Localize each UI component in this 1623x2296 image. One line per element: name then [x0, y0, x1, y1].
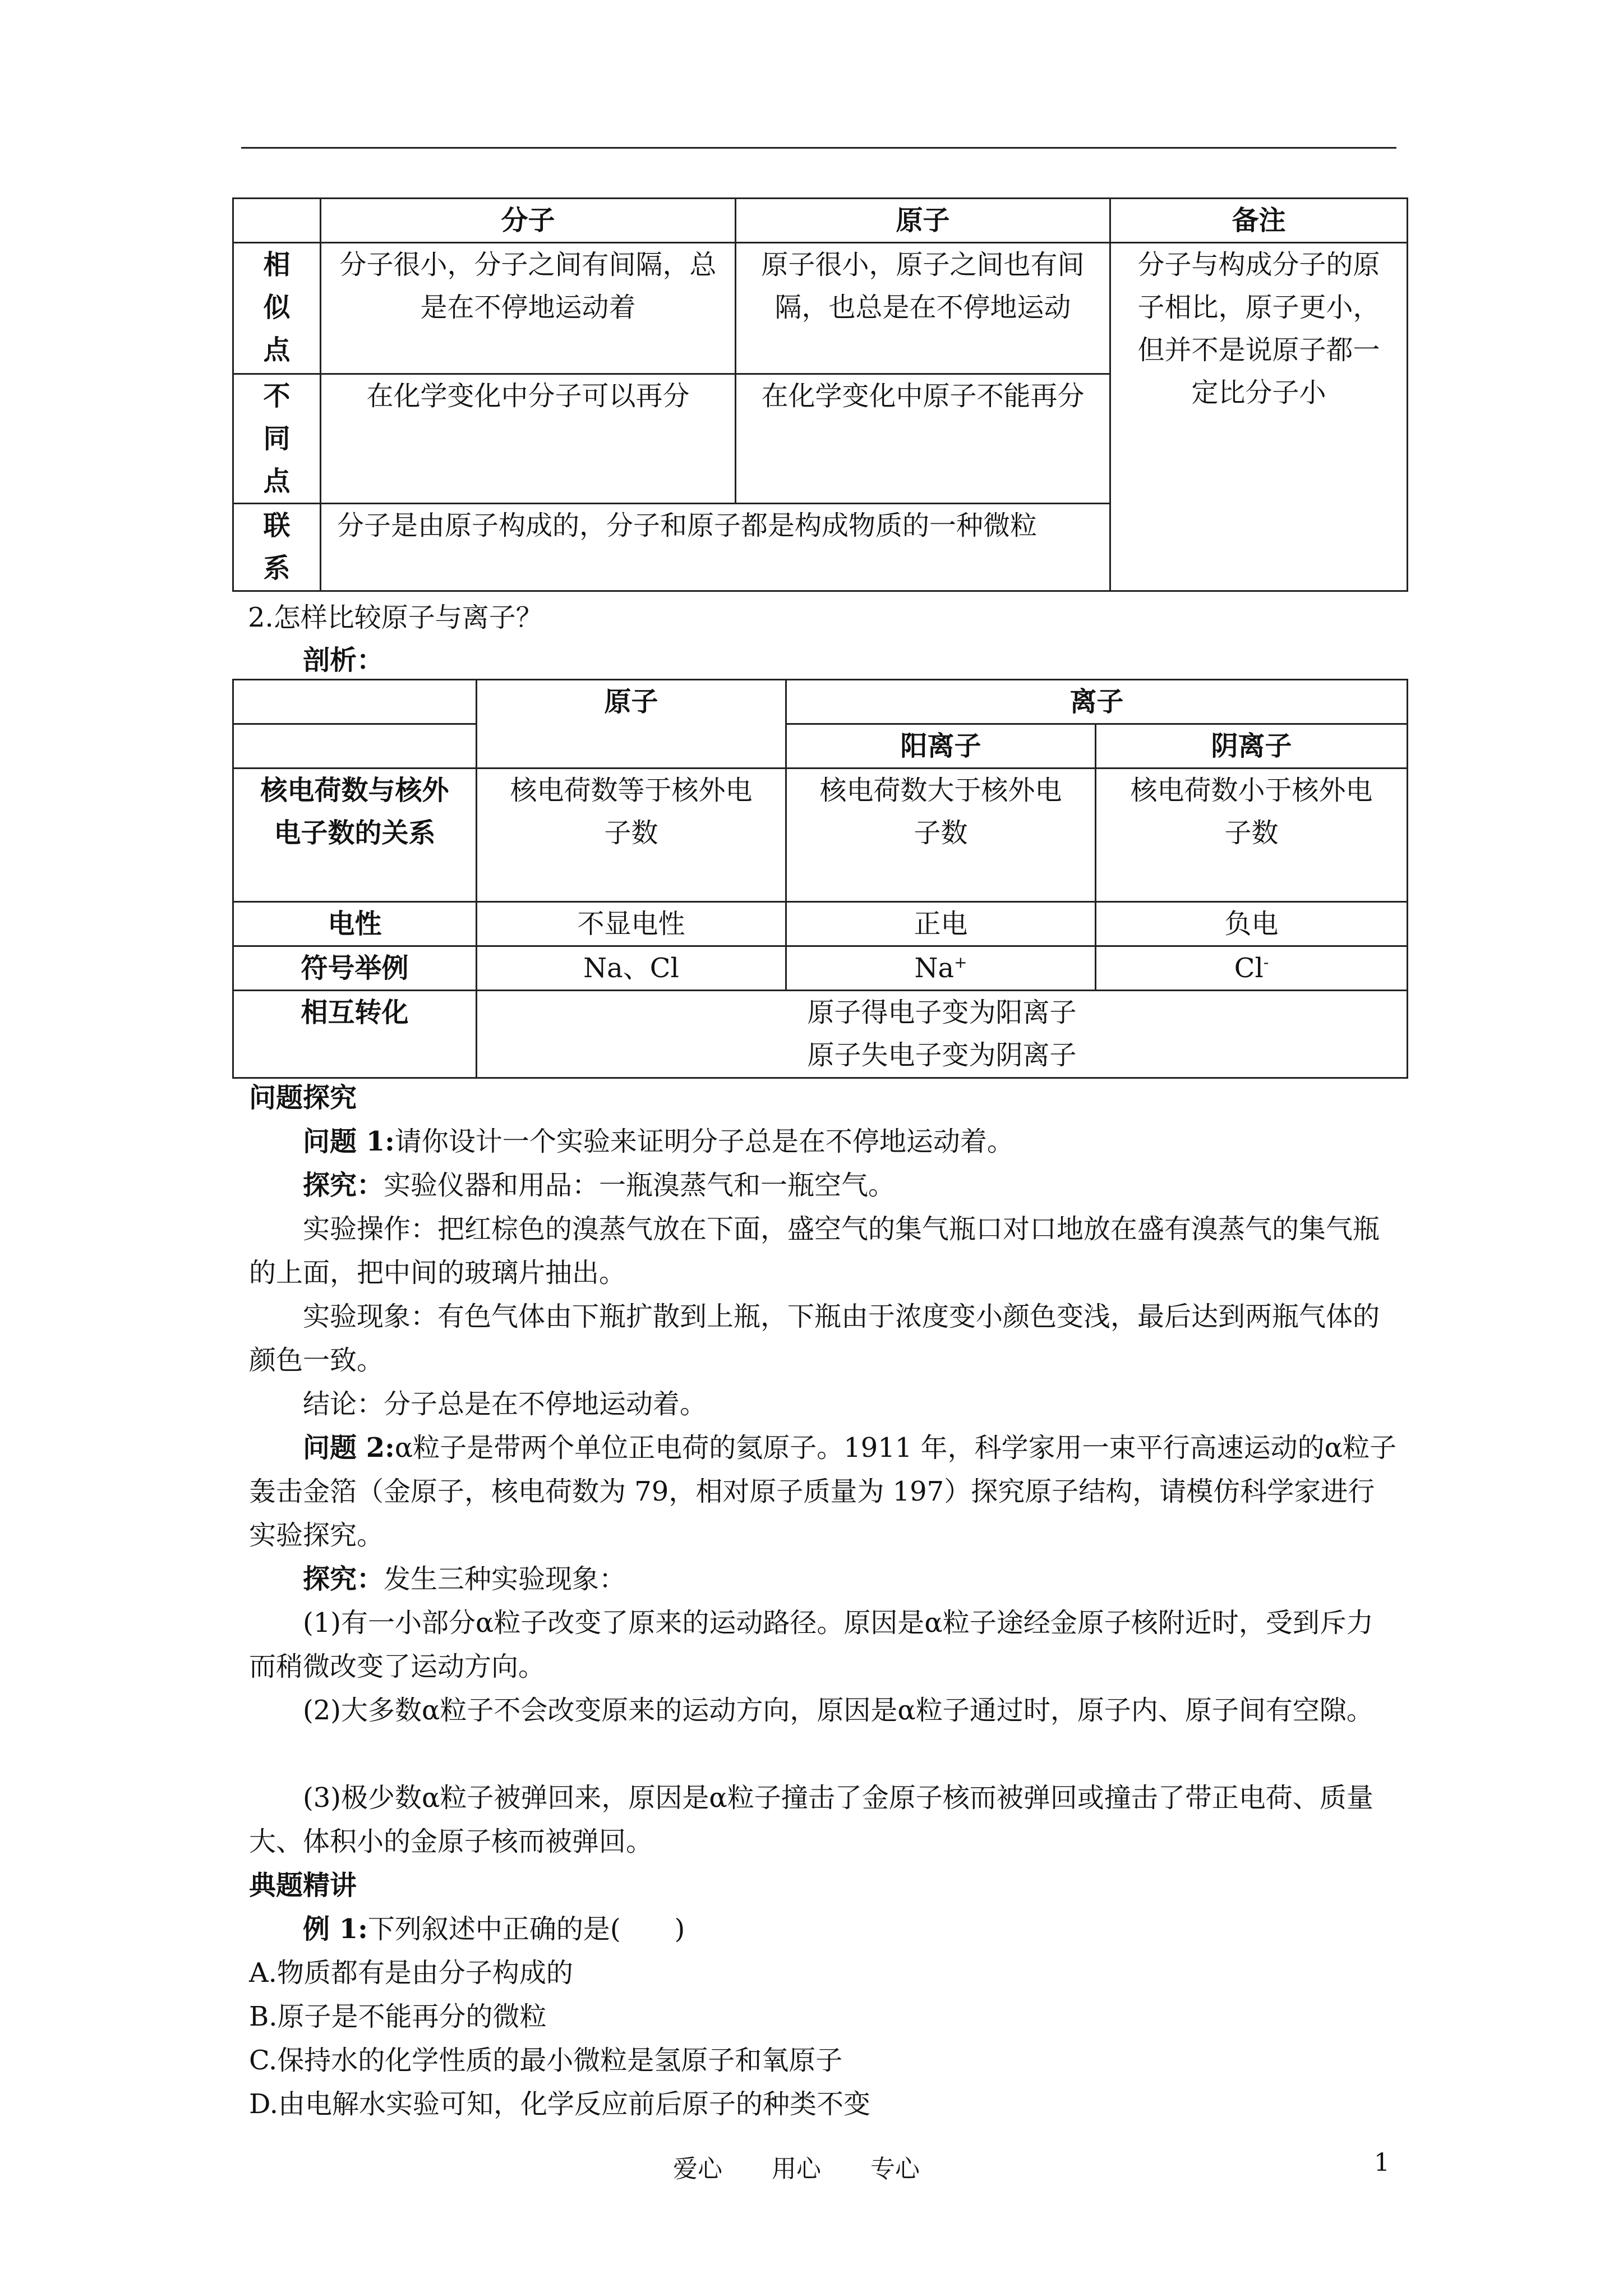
table2-header-atom: 原子 [477, 680, 786, 769]
analysis-label: 剖析： [303, 645, 384, 676]
explore-2-label: 探究： [303, 1563, 384, 1595]
table2-cation-electricity: 正电 [786, 902, 1096, 946]
explore-1-label: 探究： [303, 1170, 384, 1201]
cation-symbol-charge: + [954, 953, 967, 972]
table2-label-electricity: 电性 [233, 902, 477, 946]
table1-different-atom: 在化学变化中原子不能再分 [736, 374, 1110, 504]
table2-anion-electricity: 负电 [1096, 902, 1408, 946]
molecule-atom-comparison-table [232, 197, 1408, 592]
table1-corner [233, 199, 321, 243]
table1-note: 分子与构成分子的原子相比，原子更小，但并不是说原子都一定比分子小 [1110, 243, 1408, 591]
table2-header-ion: 离子 [786, 680, 1408, 724]
question-1-label: 问题 1: [303, 1126, 395, 1157]
table2-cation-symbol [786, 946, 1096, 991]
table2-atom-electricity: 不显电性 [477, 902, 786, 946]
table1-similar-molecule: 分子很小，分子之间有间隔，总是在不停地运动着 [321, 243, 736, 374]
example-1-text: 下列叙述中正确的是( ) [367, 1913, 685, 1945]
question-1-text: 请你设计一个实验来证明分子总是在不停地运动着。 [394, 1126, 1014, 1157]
explore-2-text: 发生三种实验现象： [384, 1563, 626, 1595]
table2-conversion [477, 991, 1408, 1078]
question-2-text: α粒子是带两个单位正电荷的氦原子。1911 年，科学家用一束平行高速运动的α粒子轰击金箔（金原子，核电荷数为 79，相对原子质量为 197）探究原子结构，请模仿科学家进行实验探究。 [249, 1432, 1397, 1551]
table2-header-cation: 阳离子 [786, 724, 1096, 769]
table1-different-molecule: 在化学变化中分子可以再分 [321, 374, 736, 504]
footer-slogan: 爱心 用心 专心 [673, 2155, 920, 2183]
option-a: A.物质都有是由分子构成的 [249, 1957, 573, 1989]
example-1 [303, 1907, 685, 1951]
page-number: 1 [1374, 2148, 1390, 2177]
table1-similar-atom: 原子很小，原子之间也有间隔，也总是在不停地运动 [736, 243, 1110, 374]
table2-anion-symbol [1096, 946, 1408, 991]
table1-header-molecule: 分子 [321, 199, 736, 243]
option-c: C.保持水的化学性质的最小微粒是氢原子和氧原子 [249, 2045, 843, 2076]
section-inquiry-heading: 问题探究 [249, 1082, 357, 1114]
table2-label-conversion: 相互转化 [233, 991, 477, 1078]
table2-atom-charge: 核电荷数等于核外电子数 [477, 769, 786, 902]
section-examples-heading: 典题精讲 [249, 1870, 357, 1901]
header-rule [241, 147, 1396, 149]
table2-corner-top [233, 680, 477, 724]
table1-relation: 分子是由原子构成的，分子和原子都是构成物质的一种微粒 [321, 504, 1110, 591]
table1-row-label-different: 不同点 [233, 374, 321, 504]
explore-1 [303, 1163, 895, 1207]
option-b: B.原子是不能再分的微粒 [249, 2001, 547, 2032]
phenomenon-1: (1)有一小部分α粒子改变了原来的运动路径。原因是α粒子途经金原子核附近时，受到斥力而稍微改变了运动方向。 [249, 1607, 1373, 1682]
table1-row-label-relation: 联系 [233, 504, 321, 591]
table1-header-note: 备注 [1110, 199, 1408, 243]
anion-symbol-base: Cl [1234, 953, 1264, 984]
experiment-conclusion: 结论：分子总是在不停地运动着。 [303, 1388, 707, 1420]
table2-corner-bottom [233, 724, 477, 769]
table1-header-atom: 原子 [736, 199, 1110, 243]
table2-label-charge-relation: 核电荷数与核外电子数的关系 [233, 769, 477, 902]
conversion-line-1: 原子得电子变为阳离子 [807, 997, 1077, 1028]
example-1-label: 例 1: [303, 1913, 368, 1945]
table1-row-label-similar: 相似点 [233, 243, 321, 374]
table2-anion-charge: 核电荷数小于核外电子数 [1096, 769, 1408, 902]
question-2-label: 问题 2: [303, 1432, 395, 1464]
question-1 [303, 1120, 1014, 1163]
experiment-phenomenon: 实验现象：有色气体由下瓶扩散到上瓶，下瓶由于浓度变小颜色变浅，最后达到两瓶气体的颜色一致。 [249, 1301, 1380, 1376]
phenomenon-3: (3)极少数α粒子被弹回来，原因是α粒子撞击了金原子核而被弹回或撞击了带正电荷、质量大、体积小的金原子核而被弹回。 [249, 1782, 1373, 1857]
option-d: D.由电解水实验可知，化学反应前后原子的种类不变 [249, 2088, 871, 2120]
table2-atom-symbol: Na、Cl [477, 946, 786, 991]
table2-header-anion: 阴离子 [1096, 724, 1408, 769]
explore-2 [303, 1557, 626, 1601]
explore-1-text: 实验仪器和用品：一瓶溴蒸气和一瓶空气。 [384, 1170, 896, 1201]
conversion-line-2: 原子失电子变为阴离子 [807, 1039, 1077, 1071]
atom-ion-comparison-table [232, 679, 1408, 1079]
table2-label-symbol: 符号举例 [233, 946, 477, 991]
phenomenon-2: (2)大多数α粒子不会改变原来的运动方向，原因是α粒子通过时，原子内、原子间有空隙。 [303, 1695, 1373, 1726]
experiment-operation: 实验操作：把红棕色的溴蒸气放在下面，盛空气的集气瓶口对口地放在盛有溴蒸气的集气瓶的上面，把中间的玻璃片抽出。 [249, 1213, 1380, 1289]
anion-symbol-charge: - [1263, 953, 1269, 972]
question-2 [249, 1426, 1399, 1557]
q2-title: 2.怎样比较原子与离子？ [248, 602, 543, 633]
table2-cation-charge: 核电荷数大于核外电子数 [786, 769, 1096, 902]
cation-symbol-base: Na [914, 953, 955, 984]
